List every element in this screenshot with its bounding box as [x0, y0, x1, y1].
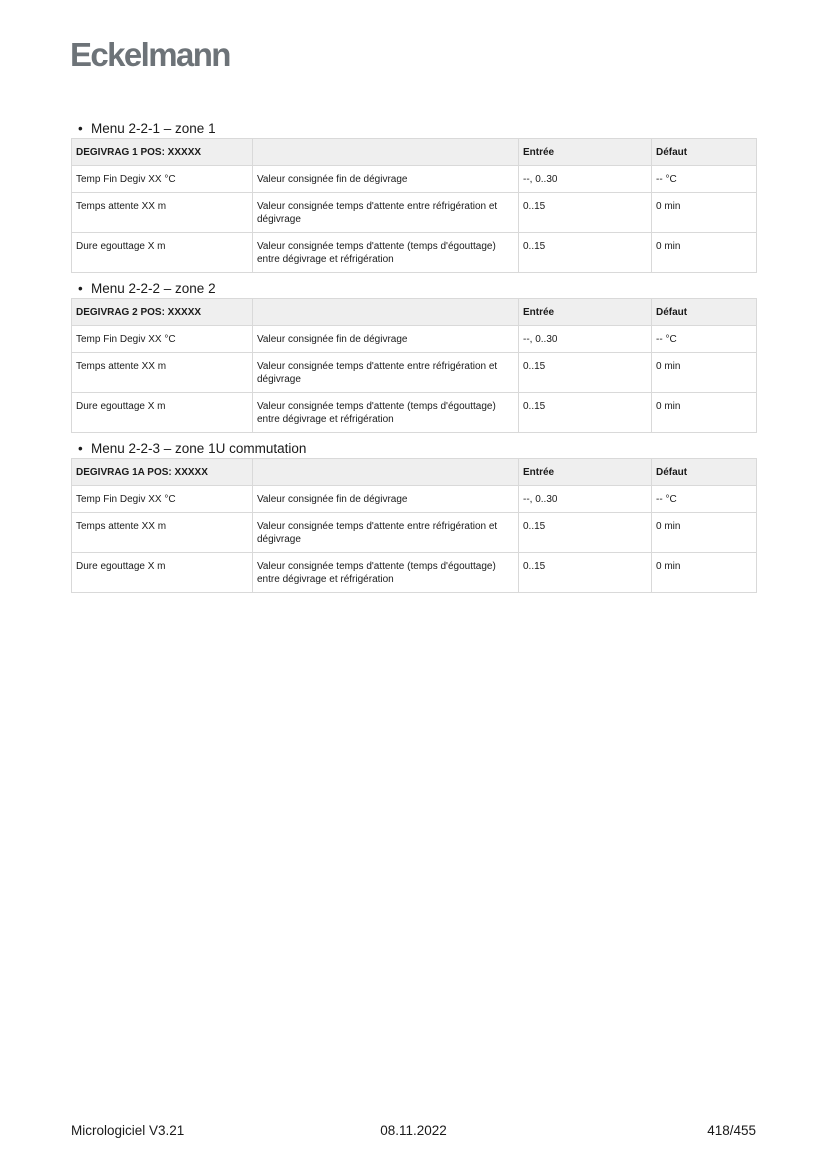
table-row — [72, 393, 757, 433]
header-cell-input: Entrée — [519, 459, 652, 486]
section-heading — [78, 121, 756, 137]
cell-description: Valeur consignée temps d'attente entre réfrigération et dégivrage — [253, 353, 519, 393]
table-row — [72, 513, 757, 553]
table-header-row — [72, 299, 757, 326]
cell-input-range: --, 0..30 — [519, 486, 652, 513]
header-cell-default: Défaut — [652, 299, 757, 326]
header-cell-name: DEGIVRAG 1A POS: XXXXX — [72, 459, 253, 486]
cell-default: -- °C — [652, 166, 757, 193]
cell-parameter: Temps attente XX m — [72, 193, 253, 233]
header-cell-name: DEGIVRAG 1 POS: XXXXX — [72, 139, 253, 166]
cell-default: 0 min — [652, 193, 757, 233]
cell-parameter: Temps attente XX m — [72, 353, 253, 393]
cell-input-range: 0..15 — [519, 393, 652, 433]
footer-page-number: 418/455 — [707, 1123, 756, 1138]
cell-description: Valeur consignée fin de dégivrage — [253, 166, 519, 193]
cell-description: Valeur consignée fin de dégivrage — [253, 326, 519, 353]
section-heading — [78, 441, 756, 457]
table-row — [72, 166, 757, 193]
menu-section-2-2-3 — [71, 441, 756, 593]
menu-section-2-2-2 — [71, 281, 756, 433]
header-cell-description — [253, 459, 519, 486]
menu-section-2-2-1 — [71, 121, 756, 273]
table-row — [72, 553, 757, 593]
table-row — [72, 193, 757, 233]
cell-description: Valeur consignée temps d'attente (temps d'égouttage) entre dégivrage et réfrigération — [253, 553, 519, 593]
header-cell-input: Entrée — [519, 299, 652, 326]
table-row — [72, 353, 757, 393]
cell-description: Valeur consignée temps d'attente entre réfrigération et dégivrage — [253, 513, 519, 553]
bullet-icon: • — [78, 441, 83, 456]
cell-parameter: Temps attente XX m — [72, 513, 253, 553]
cell-default: 0 min — [652, 233, 757, 273]
cell-description: Valeur consignée temps d'attente entre réfrigération et dégivrage — [253, 193, 519, 233]
cell-input-range: 0..15 — [519, 353, 652, 393]
bullet-icon: • — [78, 121, 83, 136]
parameter-table — [71, 298, 757, 433]
cell-parameter: Temp Fin Degiv XX °C — [72, 166, 253, 193]
cell-description: Valeur consignée fin de dégivrage — [253, 486, 519, 513]
bullet-icon: • — [78, 281, 83, 296]
cell-description: Valeur consignée temps d'attente (temps d'égouttage) entre dégivrage et réfrigération — [253, 393, 519, 433]
cell-default: -- °C — [652, 486, 757, 513]
cell-input-range: --, 0..30 — [519, 166, 652, 193]
cell-parameter: Temp Fin Degiv XX °C — [72, 326, 253, 353]
header-cell-name: DEGIVRAG 2 POS: XXXXX — [72, 299, 253, 326]
cell-parameter: Temp Fin Degiv XX °C — [72, 486, 253, 513]
parameter-table — [71, 458, 757, 593]
cell-input-range: 0..15 — [519, 233, 652, 273]
section-title: Menu 2-2-3 – zone 1U commutation — [91, 441, 307, 456]
header-cell-description — [253, 139, 519, 166]
table-header-row — [72, 139, 757, 166]
cell-input-range: 0..15 — [519, 193, 652, 233]
section-title: Menu 2-2-2 – zone 2 — [91, 281, 216, 296]
header-cell-default: Défaut — [652, 459, 757, 486]
cell-input-range: 0..15 — [519, 513, 652, 553]
cell-input-range: 0..15 — [519, 553, 652, 593]
cell-default: -- °C — [652, 326, 757, 353]
document-content — [71, 121, 756, 593]
cell-default: 0 min — [652, 393, 757, 433]
cell-parameter: Dure egouttage X m — [72, 553, 253, 593]
footer-firmware-version: Micrologiciel V3.21 — [71, 1123, 185, 1138]
section-title: Menu 2-2-1 – zone 1 — [91, 121, 216, 136]
cell-description: Valeur consignée temps d'attente (temps d'égouttage) entre dégivrage et réfrigération — [253, 233, 519, 273]
page-footer — [71, 1122, 756, 1140]
parameter-table — [71, 138, 757, 273]
table-row — [72, 326, 757, 353]
table-row — [72, 486, 757, 513]
footer-date: 08.11.2022 — [380, 1123, 447, 1138]
cell-parameter: Dure egouttage X m — [72, 393, 253, 433]
cell-parameter: Dure egouttage X m — [72, 233, 253, 273]
cell-default: 0 min — [652, 513, 757, 553]
eckelmann-logo: Eckelmann — [70, 36, 230, 73]
section-heading — [78, 281, 756, 297]
cell-input-range: --, 0..30 — [519, 326, 652, 353]
header-cell-default: Défaut — [652, 139, 757, 166]
table-header-row — [72, 459, 757, 486]
header-cell-input: Entrée — [519, 139, 652, 166]
table-row — [72, 233, 757, 273]
header-cell-description — [253, 299, 519, 326]
cell-default: 0 min — [652, 353, 757, 393]
cell-default: 0 min — [652, 553, 757, 593]
